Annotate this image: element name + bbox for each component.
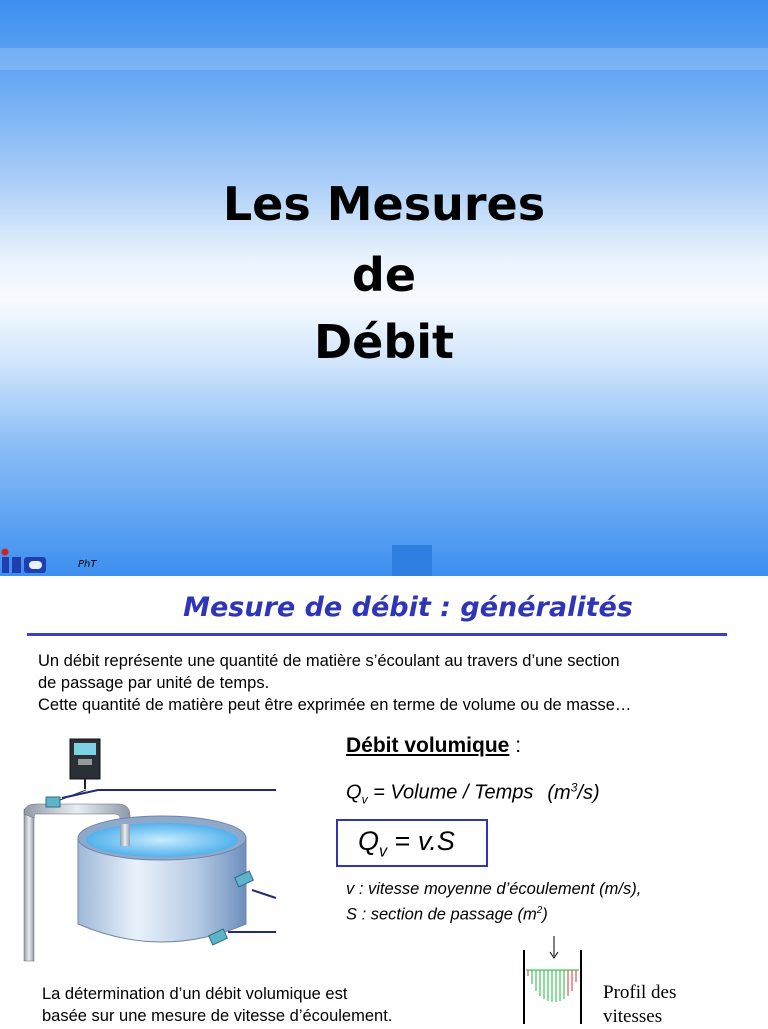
def-section-post: ): [542, 905, 548, 924]
volumetric-flow-heading: [346, 734, 521, 758]
bottom-line-1: La détermination d’un débit volumique est: [42, 985, 348, 1003]
eq1-rest: = Volume / Temps: [367, 781, 534, 804]
flow-definition-equation: [346, 780, 600, 807]
eq2-sub: v: [379, 842, 388, 861]
eq1-unit-sup: 3: [570, 780, 578, 794]
eq1-unit-close: /s): [577, 781, 600, 804]
velocity-profile-diagram: [516, 936, 596, 1024]
bottom-paragraph: [42, 983, 392, 1027]
header-band: [0, 48, 768, 70]
eq1-q: Q: [346, 781, 362, 804]
ira-logo: [0, 548, 48, 574]
def-section-pre: S : section de passage (m: [346, 905, 537, 924]
profile-label-line-1: Profil des: [603, 982, 677, 1003]
def-section: [346, 900, 641, 926]
def-section-sup: 2: [536, 905, 543, 916]
eq2-rest: v.S: [417, 826, 455, 856]
variable-definitions: [346, 878, 641, 926]
title-underline: [27, 633, 727, 636]
bottom-line-2: basée sur une mesure de vitesse d’écoulement.: [42, 1007, 393, 1025]
eq2-equals: =: [387, 826, 418, 856]
slide-marker: [392, 545, 432, 576]
intro-line-1: Un débit représente une quantité de matière s’écoulant au travers d’une section: [38, 652, 620, 670]
eq1-unit: [547, 782, 599, 804]
title-line-2: de: [351, 248, 417, 302]
heading-colon: :: [509, 734, 522, 757]
velocity-section-equation: [358, 826, 455, 861]
intro-paragraph: [38, 650, 748, 716]
eq2-q: Q: [358, 826, 380, 856]
def-velocity: v : vitesse moyenne d’écoulement (m/s),: [346, 880, 642, 898]
title-line-3: Débit: [313, 315, 455, 369]
heading-text: Débit volumique: [346, 734, 510, 757]
intro-line-2: de passage par unité de temps.: [38, 674, 270, 692]
slide-title: Mesure de débit : généralités: [183, 592, 633, 623]
content-slide: [0, 576, 768, 1027]
eq1-unit-open: (m: [547, 781, 571, 804]
eq1-sub: v: [361, 792, 368, 807]
title-line-1: Les Mesures: [222, 177, 546, 231]
profile-label-line-2: vitesses: [603, 1006, 663, 1027]
intro-line-3: Cette quantité de matière peut être exprimée en terme de volume ou de masse…: [38, 696, 632, 714]
profile-label: [603, 981, 676, 1029]
author-initials: PhT: [78, 559, 97, 570]
tank-illustration: [14, 734, 284, 966]
